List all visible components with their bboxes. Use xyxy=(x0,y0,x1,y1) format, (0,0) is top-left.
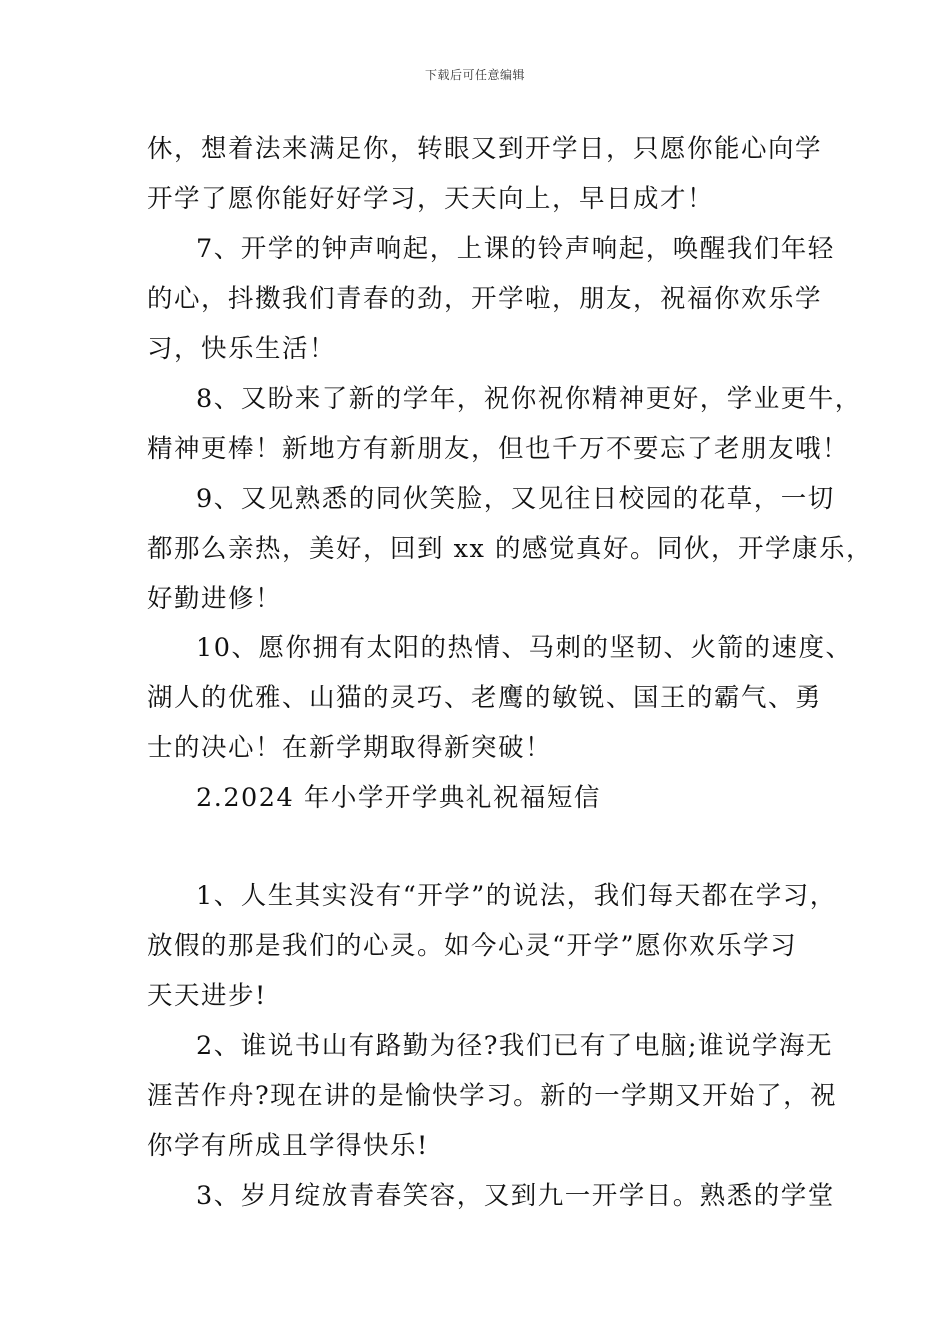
text-line: 都那么亲热，美好，回到 xx 的感觉真好。同伙，开学康乐， xyxy=(147,534,873,564)
text-line: 3、岁月绽放青春笑容，又到九一开学日。熟悉的学堂 xyxy=(196,1181,835,1211)
text-line: 开学了愿你能好好学习，天天向上，早日成才！ xyxy=(147,184,715,214)
text-line: 湖人的优雅、山猫的灵巧、老鹰的敏锐、国王的霸气、勇 xyxy=(147,683,823,713)
text-line: 好勤进修！ xyxy=(147,584,283,614)
text-line: 涯苦作舟?现在讲的是愉快学习。新的一学期又开始了，祝 xyxy=(147,1081,838,1111)
header-note: 下载后可任意编辑 xyxy=(424,68,525,82)
text-line: 10、愿你拥有太阳的热情、马刺的坚韧、火箭的速度、 xyxy=(196,633,853,663)
text-line: 的心，抖擞我们青春的劲，开学啦，朋友，祝福你欢乐学 xyxy=(147,284,823,314)
text-line: 7、开学的钟声响起，上课的铃声响起，唤醒我们年轻 xyxy=(196,234,835,264)
text-line: 9、又见熟悉的同伙笑脸，又见往日校园的花草，一切 xyxy=(196,484,835,514)
section-heading: 2.2024 年小学开学典礼祝福短信 xyxy=(196,783,601,813)
text-line: 1、人生其实没有“开学”的说法，我们每天都在学习， xyxy=(196,881,837,911)
text-line: 你学有所成且学得快乐! xyxy=(147,1131,429,1161)
text-line: 放假的那是我们的心灵。如今心灵“开学”愿你欢乐学习 xyxy=(147,931,798,961)
text-line: 2、谁说书山有路勤为径?我们已有了电脑;谁说学海无 xyxy=(196,1031,833,1061)
text-line: 8、又盼来了新的学年，祝你祝你精神更好，学业更牛， xyxy=(196,384,862,414)
text-line: 休，想着法来满足你，转眼又到开学日，只愿你能心向学 xyxy=(147,134,823,164)
text-line: 精神更棒！新地方有新朋友，但也千万不要忘了老朋友哦！ xyxy=(147,434,850,464)
text-line: 习，快乐生活！ xyxy=(147,334,337,364)
text-line: 天天进步! xyxy=(147,981,267,1011)
text-line: 士的决心！在新学期取得新突破！ xyxy=(147,733,553,763)
